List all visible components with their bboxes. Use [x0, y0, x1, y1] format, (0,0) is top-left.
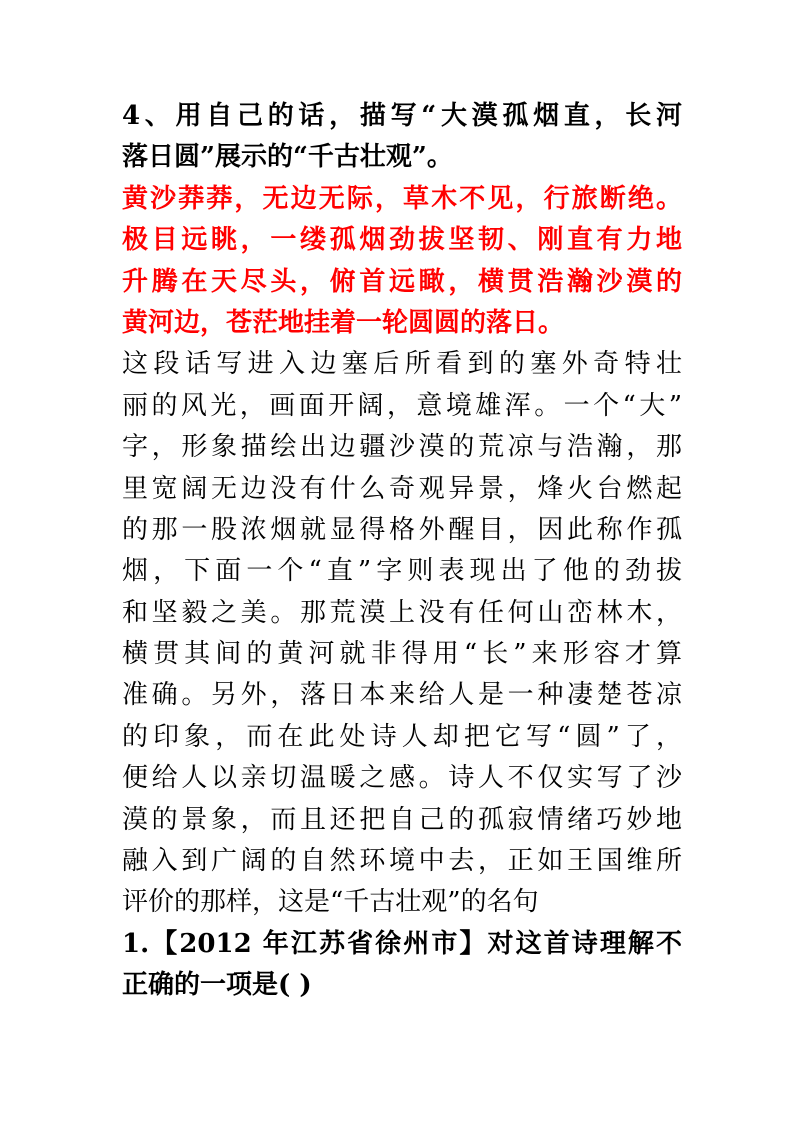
question-1-line: 1.【2012 年江苏省徐州市】对这首诗理解不: [122, 928, 682, 959]
explanation-line: 和坚毅之美。那荒漠上没有任何山峦林木，: [122, 597, 682, 628]
answer-line: 黄河边，苍茫地挂着一轮圆圆的落日。: [122, 307, 565, 338]
answer-line: 极目远眺，一缕孤烟劲拔坚韧、刚直有力地: [122, 225, 682, 256]
explanation-line: 的那一股浓烟就显得格外醒目，因此称作孤: [122, 514, 682, 545]
explanation-line: 横贯其间的黄河就非得用“长”来形容才算: [122, 639, 682, 670]
answer-line: 升腾在天尽头，俯首远瞰，横贯浩瀚沙漠的: [122, 266, 682, 297]
explanation-line: 烟，下面一个“直”字则表现出了他的劲拔: [122, 556, 682, 587]
question-1-line: 正确的一项是( ): [122, 970, 312, 1001]
question-1: [122, 924, 682, 1007]
explanation-line: 便给人以亲切温暖之感。诗人不仅实写了沙: [122, 763, 682, 794]
explanation-line: 里宽阔无边没有什么奇观异景，烽火台燃起: [122, 473, 682, 504]
explanation-line: 这段话写进入边塞后所看到的塞外奇特壮: [122, 349, 682, 380]
explanation-line: 准确。另外，落日本来给人是一种凄楚苍凉: [122, 680, 682, 711]
answer-line: 黄沙莽莽，无边无际，草木不见，行旅断绝。: [122, 183, 682, 214]
question-4-line: 落日圆”展示的“千古壮观”。: [122, 142, 453, 173]
answer-text: [122, 179, 682, 345]
document-page: [122, 96, 682, 1007]
explanation-line: 字，形象描绘出边疆沙漠的荒凉与浩瀚，那: [122, 432, 682, 463]
question-4-line: 4、用自己的话，描写“大漠孤烟直，长河: [122, 101, 682, 131]
question-4: [122, 96, 682, 179]
explanation-line: 漠的景象，而且还把自己的孤寂情绪巧妙地: [122, 804, 682, 835]
explanation-text: [122, 344, 682, 923]
explanation-line: 的印象，而在此处诗人却把它写“圆”了，: [122, 721, 682, 752]
explanation-line: 评价的那样，这是“千古壮观”的名句: [122, 887, 539, 918]
explanation-line: 丽的风光，画面开阔，意境雄浑。一个“大”: [122, 390, 682, 421]
explanation-line: 融入到广阔的自然环境中去，正如王国维所: [122, 846, 682, 877]
